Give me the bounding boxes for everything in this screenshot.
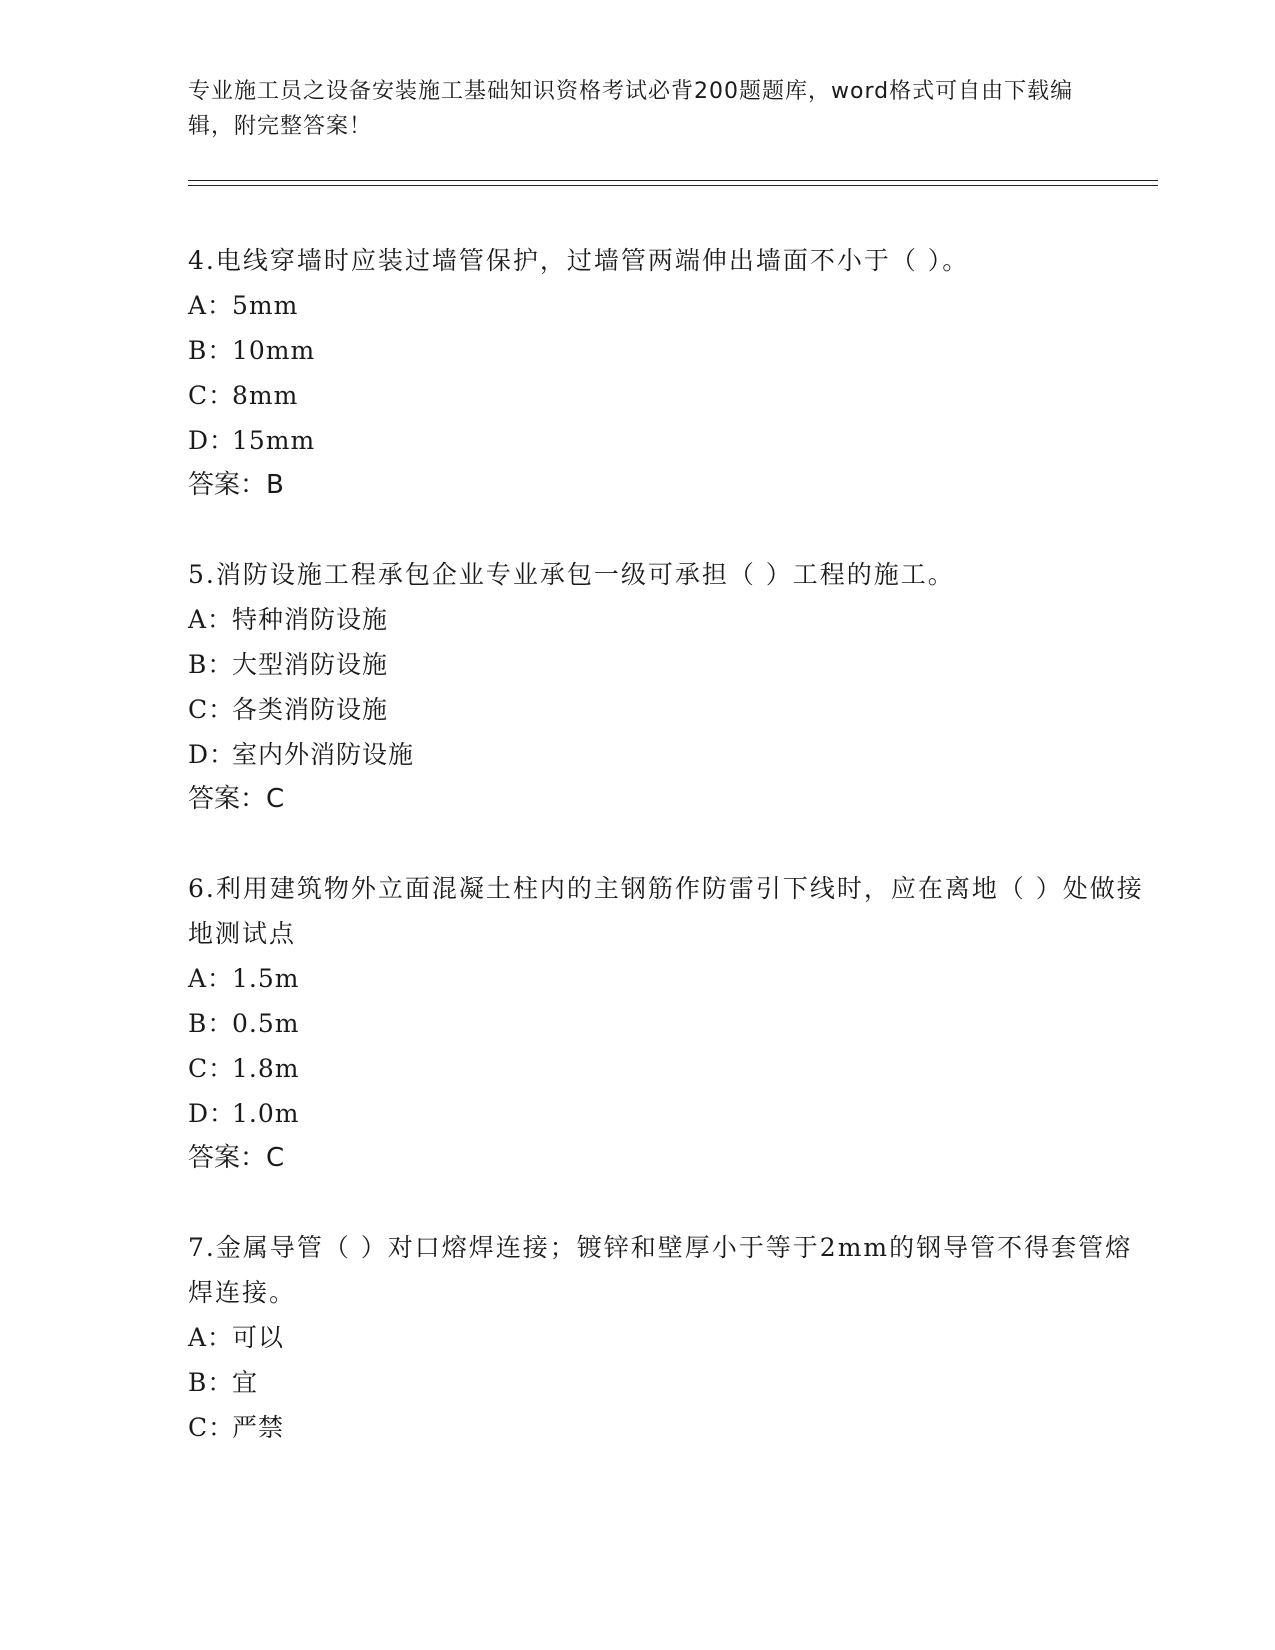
option-key: A： — [188, 1323, 234, 1352]
option-d — [188, 418, 1158, 463]
option-key: D： — [188, 740, 236, 769]
header-double-rule — [188, 180, 1158, 186]
option-key: B： — [188, 650, 234, 679]
option-b — [188, 328, 1158, 373]
option-d — [188, 1091, 1158, 1136]
option-key: B： — [188, 1368, 234, 1397]
question-list — [188, 238, 1158, 1494]
option-a — [188, 1315, 1158, 1360]
option-c — [188, 687, 1158, 732]
option-text: 1.0m — [232, 1099, 300, 1128]
option-key: C： — [188, 381, 235, 410]
question-5 — [188, 552, 1158, 822]
option-b — [188, 1360, 1158, 1405]
question-stem: 6.利用建筑物外立面混凝土柱内的主钢筋作防雷引下线时，应在离地（ ）处做接地测试点 — [188, 874, 1144, 948]
answer: 答案：B — [188, 470, 284, 500]
option-a — [188, 956, 1158, 1001]
option-text: 10mm — [232, 336, 316, 365]
document-header: 专业施工员之设备安装施工基础知识资格考试必背200题题库，word格式可自由下载编辑，附完整答案！ — [188, 79, 1074, 139]
option-text: 0.5m — [232, 1009, 300, 1038]
option-key: D： — [188, 426, 236, 455]
option-text: 可以 — [232, 1323, 285, 1352]
option-key: C： — [188, 1413, 235, 1442]
option-c — [188, 373, 1158, 418]
option-key: A： — [188, 964, 234, 993]
option-text: 严禁 — [232, 1413, 285, 1442]
option-text: 特种消防设施 — [232, 605, 389, 634]
question-stem: 7.金属导管（ ）对口熔焊连接；镀锌和壁厚小于等于2mm的钢导管不得套管熔焊连接。 — [188, 1233, 1133, 1307]
option-a — [188, 283, 1158, 328]
option-b — [188, 1001, 1158, 1046]
answer: 答案：C — [188, 1143, 285, 1173]
option-text: 1.8m — [232, 1054, 300, 1083]
question-stem: 4.电线穿墙时应装过墙管保护，过墙管两端伸出墙面不小于（ ）。 — [188, 246, 970, 275]
question-4 — [188, 238, 1158, 508]
option-key: A： — [188, 605, 234, 634]
question-stem: 5.消防设施工程承包企业专业承包一级可承担（ ）工程的施工。 — [188, 560, 955, 589]
option-key: A： — [188, 291, 234, 320]
option-text: 1.5m — [232, 964, 300, 993]
document-page — [188, 0, 1158, 1650]
option-text: 各类消防设施 — [232, 695, 389, 724]
option-c — [188, 1405, 1158, 1450]
option-text: 15mm — [232, 426, 316, 455]
option-key: D： — [188, 1099, 236, 1128]
option-key: B： — [188, 336, 234, 365]
question-6 — [188, 866, 1158, 1181]
answer: 答案：C — [188, 784, 285, 814]
option-text: 室内外消防设施 — [232, 740, 415, 769]
question-7 — [188, 1225, 1158, 1450]
option-key: C： — [188, 695, 235, 724]
option-text: 8mm — [232, 381, 299, 410]
option-a — [188, 597, 1158, 642]
option-key: C： — [188, 1054, 235, 1083]
option-d — [188, 732, 1158, 777]
option-c — [188, 1046, 1158, 1091]
option-text: 宜 — [232, 1368, 259, 1397]
option-text: 5mm — [232, 291, 299, 320]
option-text: 大型消防设施 — [232, 650, 389, 679]
option-b — [188, 642, 1158, 687]
option-key: B： — [188, 1009, 234, 1038]
